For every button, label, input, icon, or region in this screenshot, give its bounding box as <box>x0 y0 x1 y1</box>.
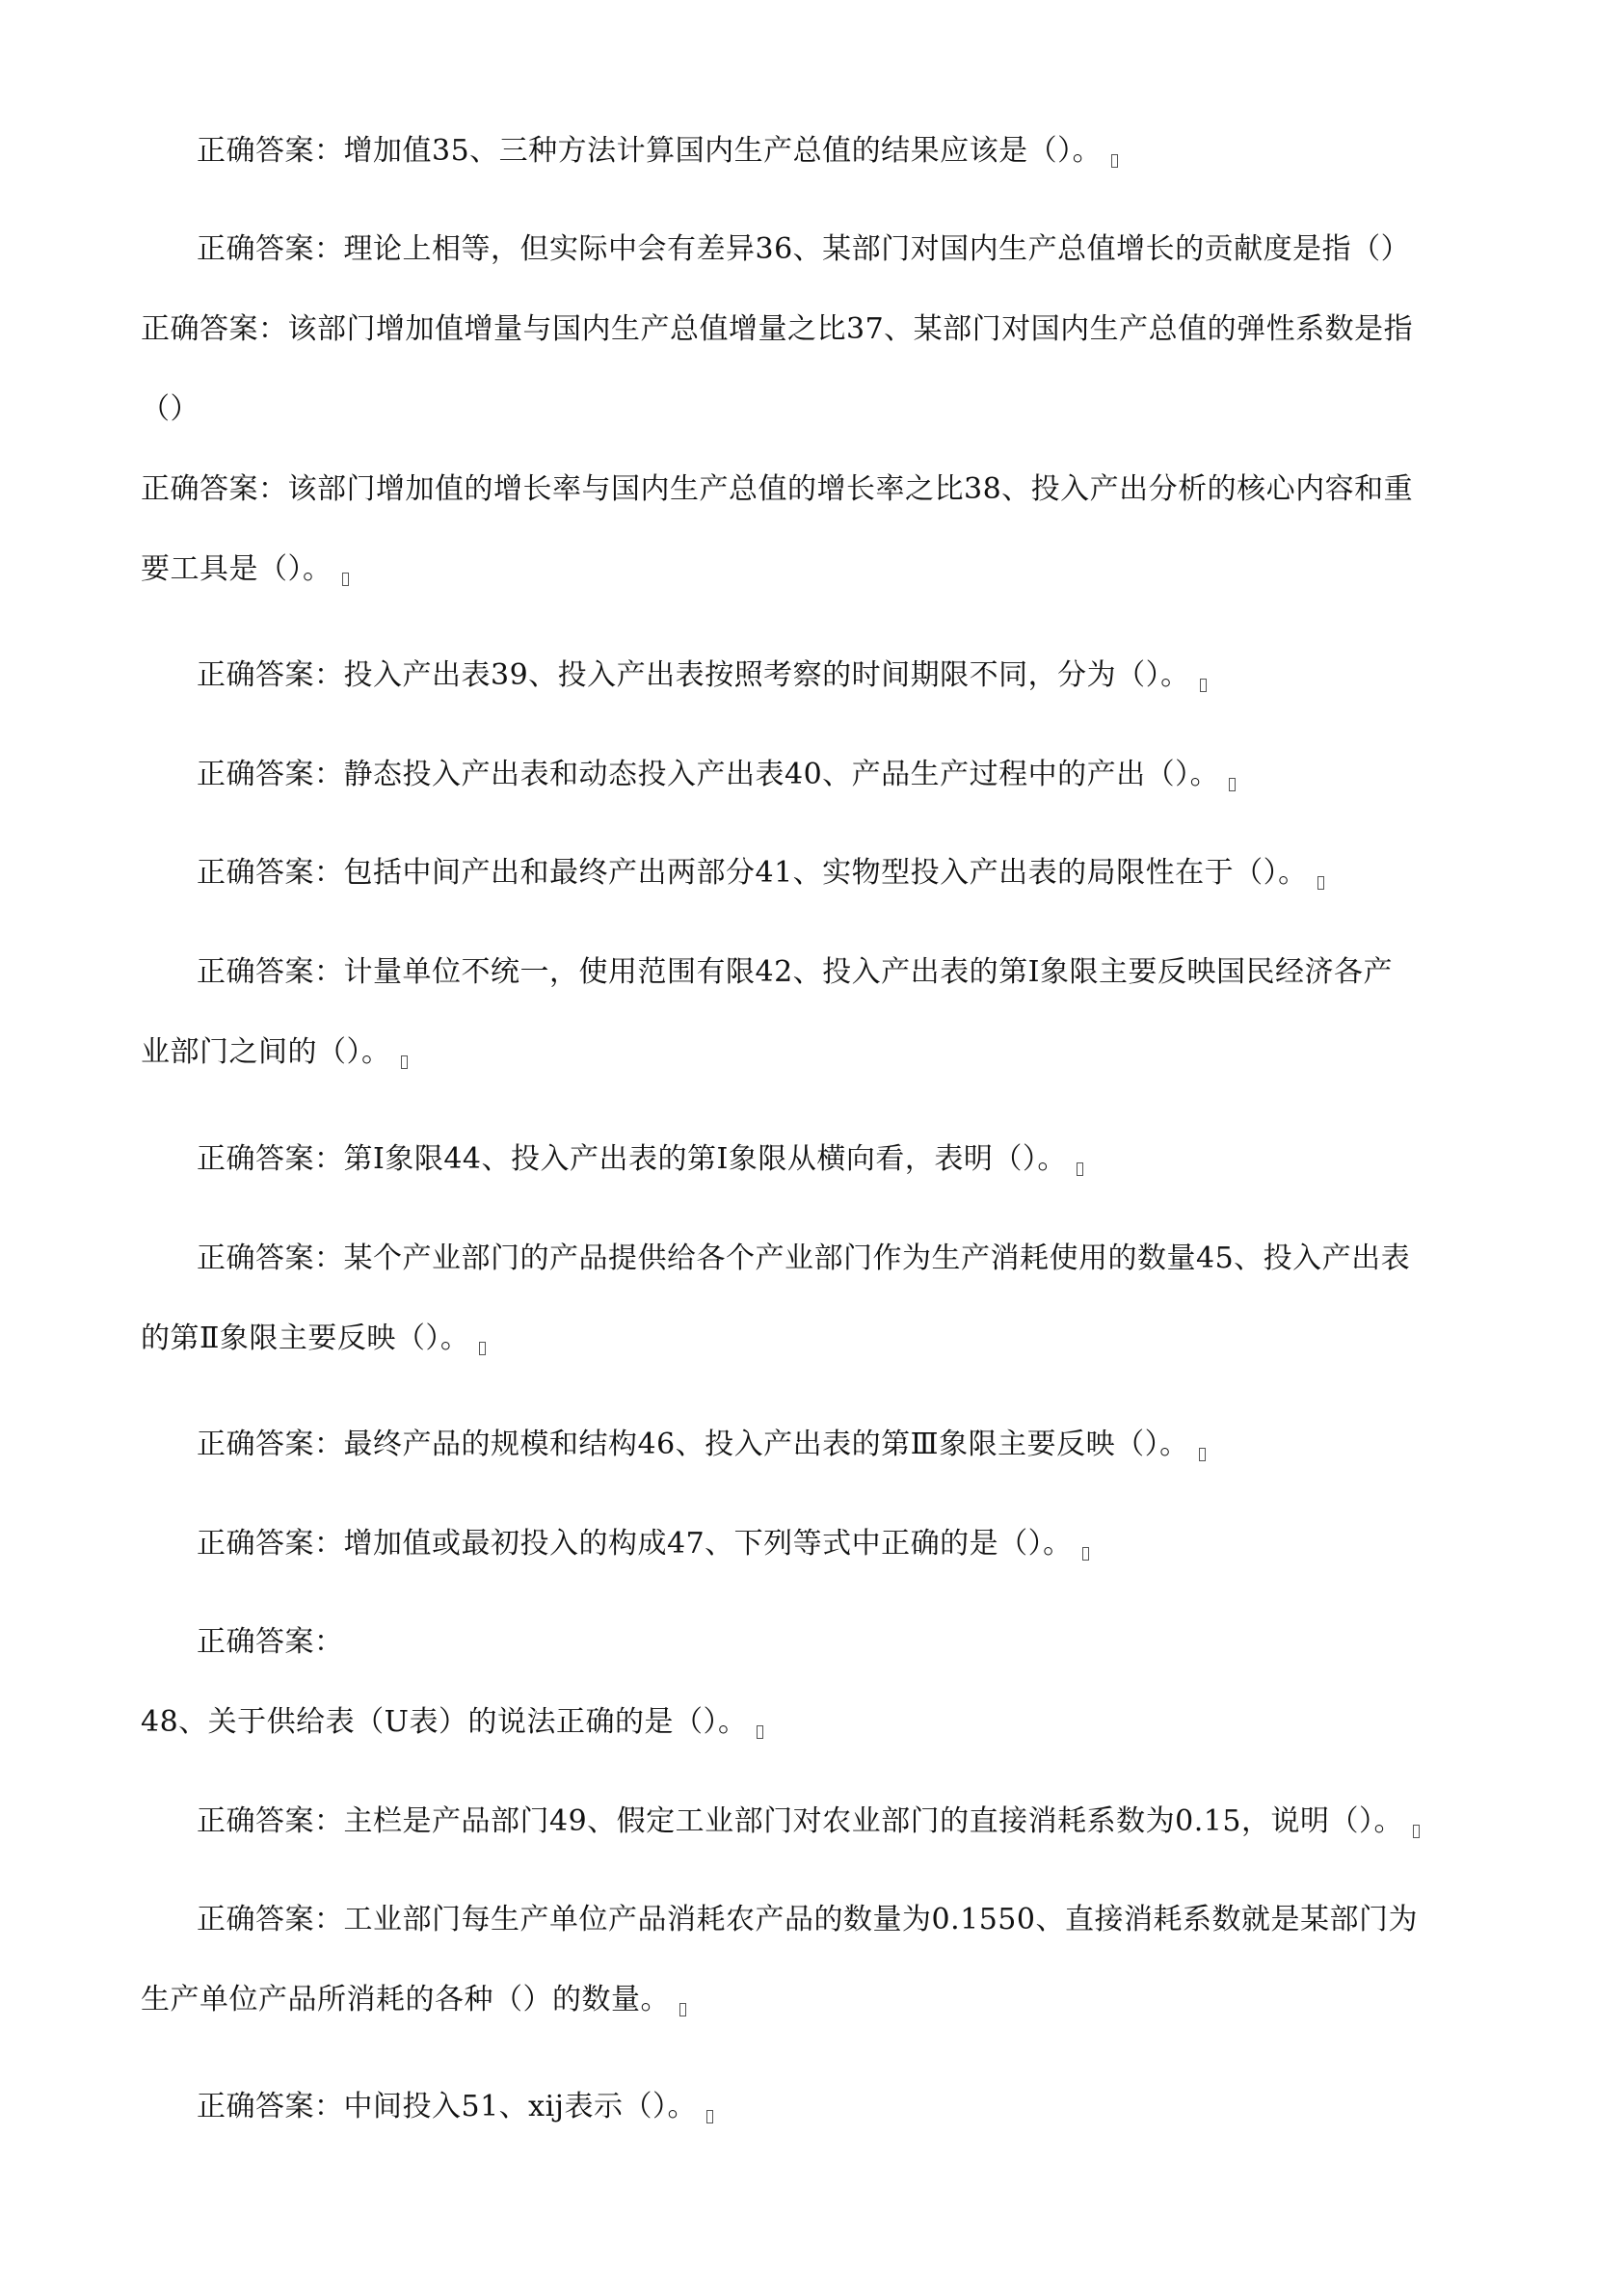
text-line <box>197 656 1207 695</box>
text-line <box>141 1981 686 2019</box>
line-text: 要工具是（）。 <box>141 552 333 586</box>
paragraph-mark <box>1413 1825 1420 1838</box>
text-line <box>141 470 1413 509</box>
text-line <box>197 1140 1083 1179</box>
text-line <box>197 1623 344 1662</box>
line-text: 正确答案：增加值35、三种方法计算国内生产总值的结果应该是（）。 <box>197 134 1103 168</box>
line-text: 的第Ⅱ象限主要反映（）。 <box>141 1322 470 1355</box>
line-text: 正确答案：该部门增加值增量与国内生产总值增量之比37、某部门对国内生产总值的弹性系数是指 <box>141 312 1414 346</box>
line-text: 正确答案：最终产品的规模和结构46、投入产出表的第Ⅲ象限主要反映（）。 <box>197 1428 1189 1461</box>
paragraph-mark <box>479 1342 486 1355</box>
text-line <box>197 756 1236 794</box>
paragraph-mark <box>1229 778 1236 791</box>
text-line <box>197 1525 1089 1563</box>
paragraph-mark <box>679 2003 686 2016</box>
line-text: （） <box>141 392 200 426</box>
text-line <box>197 1240 1410 1278</box>
text-line <box>197 1802 1420 1841</box>
line-text: 正确答案：某个产业部门的产品提供给各个产业部门作为生产消耗使用的数量45、投入产出表 <box>197 1241 1411 1275</box>
text-line <box>141 390 200 429</box>
text-line <box>197 230 1410 269</box>
line-text: 正确答案：中间投入51、xij表示（）。 <box>197 2090 697 2123</box>
paragraph-mark <box>757 1725 763 1739</box>
line-text: 正确答案：该部门增加值的增长率与国内生产总值的增长率之比38、投入产出分析的核心内容和重 <box>141 472 1414 506</box>
paragraph-mark <box>1077 1162 1083 1176</box>
line-text: 正确答案：静态投入产出表和动态投入产出表40、产品生产过程中的产出（）。 <box>197 758 1220 791</box>
text-line <box>197 1901 1418 1939</box>
text-line <box>197 854 1324 893</box>
line-text: 正确答案：计量单位不统一，使用范围有限42、投入产出表的第Ⅰ象限主要反映国民经济各产 <box>197 955 1394 989</box>
paragraph-mark <box>1082 1547 1089 1561</box>
text-line <box>141 310 1413 349</box>
line-text: 正确答案：理论上相等，但实际中会有差异36、某部门对国内生产总值增长的贡献度是指（） <box>197 232 1411 266</box>
text-line <box>197 953 1393 992</box>
line-text: 生产单位产品所消耗的各种（）的数量。 <box>141 1983 670 2016</box>
text-line <box>197 2088 713 2126</box>
text-line <box>141 1703 763 1742</box>
paragraph-mark <box>706 2110 713 2123</box>
line-text: 正确答案：主栏是产品部门49、假定工业部门对农业部门的直接消耗系数为0.15，说明（）。 <box>197 1804 1403 1838</box>
text-line <box>141 1033 408 1072</box>
line-text: 正确答案： <box>197 1625 344 1659</box>
text-line <box>197 132 1118 171</box>
line-text: 正确答案：增加值或最初投入的构成47、下列等式中正确的是（）。 <box>197 1527 1073 1561</box>
line-text: 正确答案：投入产出表39、投入产出表按照考察的时间期限不同，分为（）。 <box>197 658 1190 692</box>
paragraph-mark <box>342 573 349 586</box>
line-text: 正确答案：包括中间产出和最终产出两部分41、实物型投入产出表的局限性在于（）。 <box>197 856 1308 890</box>
paragraph-mark <box>1111 154 1118 168</box>
line-text: 正确答案：工业部门每生产单位产品消耗农产品的数量为0.1550、直接消耗系数就是某部门为 <box>197 1903 1418 1936</box>
line-text: 业部门之间的（）。 <box>141 1035 391 1069</box>
paragraph-mark <box>1200 679 1207 692</box>
text-line <box>197 1426 1206 1464</box>
line-text: 正确答案：第Ⅰ象限44、投入产出表的第Ⅰ象限从横向看，表明（）。 <box>197 1142 1067 1176</box>
paragraph-mark <box>401 1055 408 1069</box>
paragraph-mark <box>1317 876 1324 890</box>
paragraph-mark <box>1199 1448 1206 1461</box>
line-text: 48、关于供给表（U表）的说法正确的是（）。 <box>141 1705 748 1739</box>
text-line <box>141 550 349 589</box>
text-line <box>141 1320 486 1358</box>
